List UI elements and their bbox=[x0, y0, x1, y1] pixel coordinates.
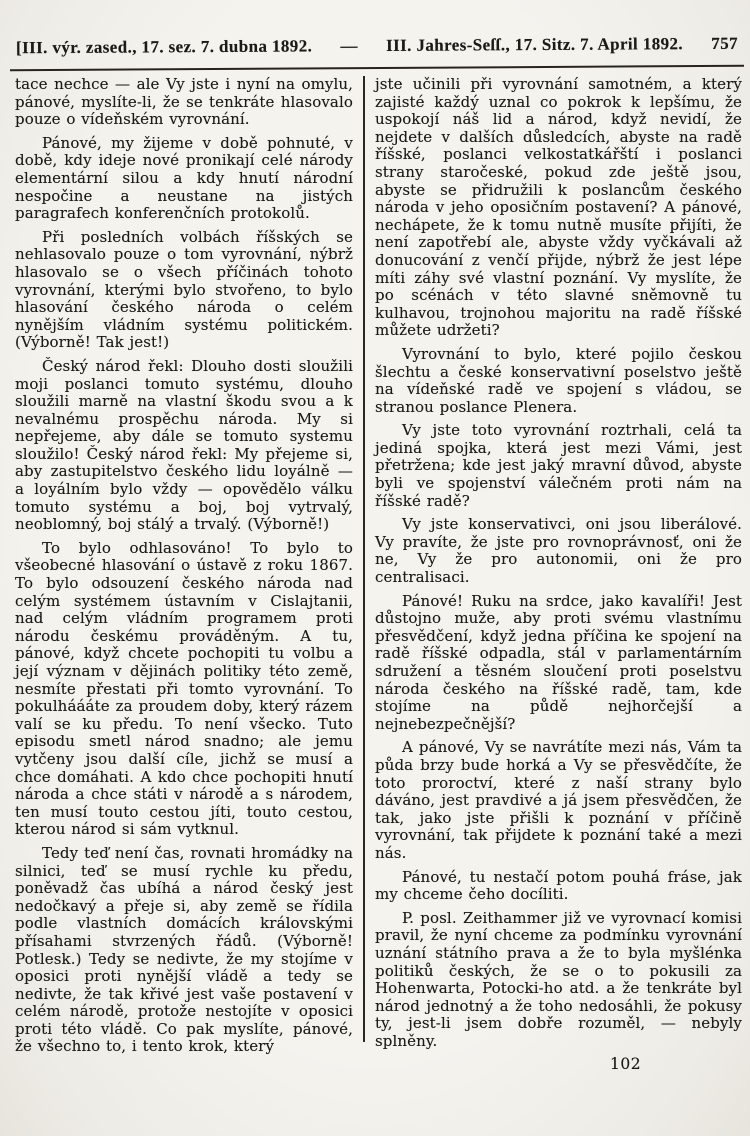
paragraph: Vyrovnání to bylo, které pojilo českou šlechtu a české konservativní poselstvo ještě na vídeňské radě ve spojení s vládou, se stranou poslance Plenera. bbox=[375, 344, 742, 416]
paragraph: Pánové, tu nestačí potom pouhá fráse, jak my chceme čeho docíliti. bbox=[375, 867, 742, 904]
separator-dash: — bbox=[340, 36, 358, 56]
paragraph: Vy jste konservativci, oni jsou liberálové. Vy pravíte, že jste pro rovnoprávnosť, oni že ne, Vy že pro autonomii, oni že pro centralisaci. bbox=[375, 515, 742, 587]
paragraph: A pánové, Vy se navrátíte mezi nás, Vám ta půda brzy bude horká a Vy se přesvědčíte, že toto proroctví, které z naší strany bylo dáváno, jest pravdivé a já jsem přesvědčen, že tak, jako jste přišli k poznání v příčině vyrovnání, tak přijdete k poznání také a mezi nás. bbox=[375, 738, 742, 862]
session-info-german: III. Jahres-Seſſ., 17. Sitz. 7. April 1892. bbox=[386, 34, 684, 55]
paragraph: Český národ řekl: Dlouho dosti sloužili moji poslanci tomuto systému, dlouho sloužili marně na vlastní škodu svou a k nevalnému prospěchu národa. My si nepřejeme, aby dále se tomuto systemu sloužilo! Český národ řekl: My přejeme si, aby zastupitelstvo českého lidu loyálně — a loyálním bylo vždy — opovědělo válku tomuto systému a boj, boj vytrvalý, neoblomný, boj stálý a trvalý. (Výborně!) bbox=[15, 356, 353, 534]
header-rule bbox=[10, 65, 744, 71]
paragraph: Při posledních volbách říšských se nehlasovalo pouze o tom vyrovnání, nýbrž hlasovalo se o všech příčinách tohoto vyrovnání, kterými bylo stvořeno, to bylo hlasování českého národa o celém nynějším vládním systému politickém. (Výborně! Tak jest!) bbox=[15, 227, 353, 352]
paragraph: jste učinili při vyrovnání samotném, a který zajisté každý uznal co pokrok k lepšímu, že uspokojí náš lid a národ, když nevidí, že nejdete v dalších důsledcích, abyste na radě říšské, poslanci velkostatkářští i poslanci strany staročeské, pokud zde ještě jsou, abyste se přidružili k poslancům českého národa v jeho oposičním postavení? A pánové, nechápete, že k tomu nutně musíte přijíti, že není zapotřebí ale, abyste vždy vyčkávali až donucování z venčí přijde, nýbrž že jest lépe míti záhy své vlastní poznání. Vy myslíte, že po scénách v této slavné sněmovně tu kulhavou, trojnohou majoritu na radě říšské můžete udržeti? bbox=[375, 75, 742, 340]
paragraph: Vy jste toto vyrovnání roztrhali, celá ta jediná spojka, která jest mezi Vámi, jest přetržena; kde jest jaký mravní důvod, abyste byli ve spojenství válečném proti nám na říšské radě? bbox=[375, 421, 742, 510]
paragraph: Pánové! Ruku na srdce, jako kavalíři! Jest důstojno muže, aby proti svému vlastnímu přesvědčení, když jedna příčina ke spojení na radě říšské odpadla, stál v parlamentárním sdružení a těsném sloučení proti poselstvu národa českého na říšské radě, tam, kde stojíme na půdě nejhorčejší a nejnebezpečnější? bbox=[375, 591, 742, 733]
right-column bbox=[365, 76, 742, 1136]
paragraph: To bylo odhlasováno! To bylo to všeobecné hlasování o ústavě z roku 1867. To bylo odsouzení českého národa nad celým systémem ústavním v Cislajtanii, nad celým vládním programem proti národu českému prováděným. A tu, pánové, když chcete pochopiti tu volbu a její význam v dějinách politiky této země, nesmíte přestati při tomto vyrovnání. To pokulháááte za proudem doby, který rázem valí se ku předu. To není všecko. Tuto episodu smetl národ snadno; ale jemu vytčeny jsou další cíle, jichž se musí a chce domáhati. A kdo chce pochopiti hnutí národa a chce státi v národě a s národem, ten musí touto cestou jíti, touto cestou, kterou národ si sám vytknul. bbox=[15, 538, 353, 839]
paragraph: tace nechce — ale Vy jste i nyní na omylu, pánové, myslíte-li, že se tenkráte hlasovalo pouze o vídeňském vyrovnání. bbox=[15, 75, 353, 129]
sheet-signature-number: 102 bbox=[610, 1055, 642, 1074]
left-column bbox=[15, 76, 363, 1136]
page-number: 757 bbox=[711, 33, 739, 53]
paragraph: Pánové, my žijeme v době pohnuté, v době, kdy ideje nové pronikají celé národy elementární silou a kdy hnutí národní nespočine a neustane na jistých paragrafech konferenčních protokolů. bbox=[15, 133, 353, 223]
session-info-czech: [III. výr. zased., 17. sez. 7. dubna 1892. bbox=[15, 36, 313, 58]
paragraph: Tedy teď není čas, rovnati hromádky na silnici, teď se musí rychle ku předu, poněvadž čas ubíhá a národ český jest nedočkavý a přeje si, aby země se řídila podle vlastních domácích královskými přísahami stvrzených řádů. (Výborně! Potlesk.) Tedy se nedivte, že my stojíme v oposici proti nynější vládě a tedy se nedivte, že tak křivé jest vaše postavení v celém národě, protože nestojíte v oposici proti této vládě. Co pak myslíte, pánové, že všechno to, i tento krok, který bbox=[15, 843, 353, 1056]
paragraph: P. posl. Zeithammer již ve vyrovnací komisi pravil, že nyní chceme za podmínku vyrovnání uznání státního prava a že to byla myšlénka politiků českých, že se o to pokusili za Hohenwarta, Potocki-ho atd. a že tenkráte byl národ jednotný a že toho nedosáhli, že pokusy ty, jest-li jsem dobře rozuměl, — nebyly splněny. bbox=[375, 908, 742, 1050]
text-columns bbox=[15, 76, 742, 1136]
running-head bbox=[16, 34, 738, 58]
